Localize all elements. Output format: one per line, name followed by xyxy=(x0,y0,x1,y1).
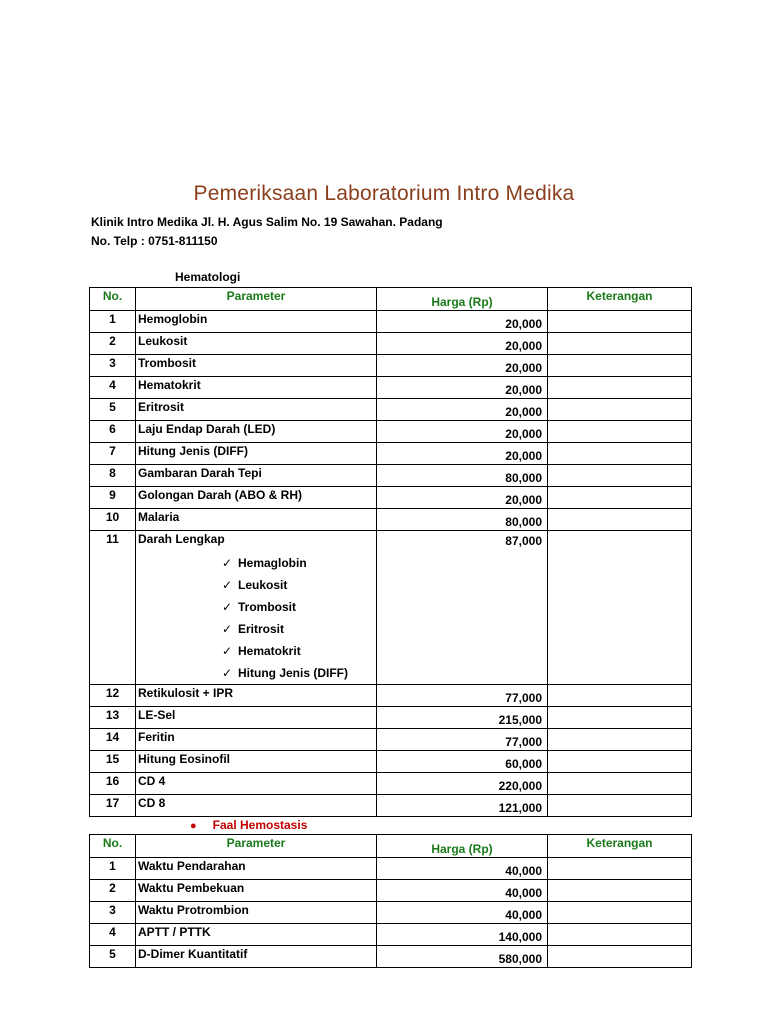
table-row xyxy=(90,795,692,817)
cell-no-text: 5 xyxy=(109,400,116,414)
column-header-keterangan: Keterangan xyxy=(548,288,692,311)
table-row xyxy=(90,858,692,880)
cell-harga-text: 20,000 xyxy=(505,449,542,463)
sub-parameter-item xyxy=(222,662,374,684)
cell-parameter xyxy=(136,773,377,795)
cell-harga xyxy=(377,858,548,880)
cell-parameter-text: Malaria xyxy=(138,510,180,524)
table-row xyxy=(90,946,692,968)
cell-keterangan xyxy=(548,924,692,946)
cell-harga-text: 20,000 xyxy=(505,493,542,507)
cell-no-text: 17 xyxy=(105,796,120,810)
cell-parameter-text: Waktu Pembekuan xyxy=(138,881,245,895)
cell-no xyxy=(90,531,136,685)
cell-keterangan xyxy=(548,333,692,355)
cell-parameter-text: Darah Lengkap xyxy=(138,532,225,546)
cell-no xyxy=(90,465,136,487)
table-row xyxy=(90,311,692,333)
cell-keterangan xyxy=(548,858,692,880)
cell-harga-text: 20,000 xyxy=(505,383,542,397)
table-row xyxy=(90,707,692,729)
cell-parameter xyxy=(136,465,377,487)
checkmark-icon: ✓ xyxy=(222,578,233,592)
cell-parameter xyxy=(136,707,377,729)
sub-parameter-label: Eritrosit xyxy=(238,622,285,636)
table-row xyxy=(90,773,692,795)
cell-no xyxy=(90,924,136,946)
checkmark-icon: ✓ xyxy=(222,666,233,680)
column-header-no: No. xyxy=(90,835,136,858)
cell-harga-text: 87,000 xyxy=(505,534,542,548)
cell-no xyxy=(90,902,136,924)
cell-harga-text: 40,000 xyxy=(505,886,542,900)
column-header-parameter: Parameter xyxy=(136,835,377,858)
cell-no xyxy=(90,795,136,817)
cell-parameter-text: Hemoglobin xyxy=(138,312,208,326)
cell-harga xyxy=(377,355,548,377)
cell-no xyxy=(90,729,136,751)
cell-harga xyxy=(377,311,548,333)
cell-keterangan xyxy=(548,880,692,902)
cell-keterangan xyxy=(548,465,692,487)
cell-harga-text: 80,000 xyxy=(505,471,542,485)
cell-parameter-text: Waktu Pendarahan xyxy=(138,859,246,873)
cell-parameter-text: Gambaran Darah Tepi xyxy=(138,466,262,480)
sub-parameter-label: Hitung Jenis (DIFF) xyxy=(238,666,348,680)
table-row xyxy=(90,751,692,773)
table-row xyxy=(90,924,692,946)
hematologi-table xyxy=(89,287,692,817)
cell-parameter xyxy=(136,531,377,685)
cell-keterangan xyxy=(548,531,692,685)
cell-no-text: 8 xyxy=(109,466,116,480)
sub-parameter-label: Hemaglobin xyxy=(238,556,307,570)
cell-harga-text: 20,000 xyxy=(505,405,542,419)
cell-harga xyxy=(377,924,548,946)
cell-parameter-text: Leukosit xyxy=(138,334,188,348)
table-row xyxy=(90,421,692,443)
cell-parameter xyxy=(136,421,377,443)
checkmark-icon: ✓ xyxy=(222,622,233,636)
cell-parameter-text: LE-Sel xyxy=(138,708,176,722)
cell-no xyxy=(90,946,136,968)
table-row xyxy=(90,355,692,377)
cell-harga xyxy=(377,333,548,355)
checkmark-icon: ✓ xyxy=(222,556,233,570)
cell-harga xyxy=(377,465,548,487)
cell-no xyxy=(90,751,136,773)
cell-keterangan xyxy=(548,355,692,377)
table-row xyxy=(90,880,692,902)
sub-parameter-label: Leukosit xyxy=(238,578,288,592)
cell-keterangan xyxy=(548,509,692,531)
cell-no xyxy=(90,773,136,795)
bullet-icon: ● xyxy=(190,820,197,832)
sub-parameter-item xyxy=(222,574,374,596)
table-row xyxy=(90,443,692,465)
cell-parameter xyxy=(136,946,377,968)
cell-no xyxy=(90,487,136,509)
cell-no-text: 13 xyxy=(105,708,120,722)
column-header-parameter: Parameter xyxy=(136,288,377,311)
cell-keterangan xyxy=(548,773,692,795)
cell-no-text: 16 xyxy=(105,774,120,788)
cell-keterangan xyxy=(548,751,692,773)
cell-parameter xyxy=(136,729,377,751)
cell-parameter xyxy=(136,795,377,817)
cell-harga xyxy=(377,946,548,968)
table-row xyxy=(90,685,692,707)
cell-parameter-text: CD 4 xyxy=(138,774,166,788)
cell-no xyxy=(90,377,136,399)
cell-keterangan xyxy=(548,311,692,333)
cell-parameter xyxy=(136,311,377,333)
cell-no xyxy=(90,685,136,707)
page-title: Pemeriksaan Laboratorium Intro Medika xyxy=(193,182,575,205)
cell-keterangan xyxy=(548,487,692,509)
cell-keterangan xyxy=(548,902,692,924)
cell-parameter xyxy=(136,685,377,707)
section-heading-label: Faal Hemostasis xyxy=(212,818,308,832)
cell-no xyxy=(90,443,136,465)
cell-no-text: 3 xyxy=(109,903,116,917)
sub-parameter-label: Hematokrit xyxy=(238,644,301,658)
cell-harga xyxy=(377,707,548,729)
cell-harga-text: 60,000 xyxy=(505,757,542,771)
column-header-harga: Harga (Rp) xyxy=(377,288,548,311)
cell-no-text: 1 xyxy=(109,312,116,326)
cell-parameter-text: Golongan Darah (ABO & RH) xyxy=(138,488,302,502)
cell-harga xyxy=(377,487,548,509)
cell-harga-text: 40,000 xyxy=(505,864,542,878)
cell-harga xyxy=(377,795,548,817)
cell-no-text: 11 xyxy=(106,532,119,546)
column-header-harga: Harga (Rp) xyxy=(377,835,548,858)
cell-harga-text: 215,000 xyxy=(498,713,542,727)
cell-no-text: 4 xyxy=(109,378,116,392)
clinic-phone: No. Telp : 0751-811150 xyxy=(91,234,218,248)
cell-no-text: 14 xyxy=(105,730,120,744)
sub-parameter-item xyxy=(222,640,374,662)
cell-parameter-text: Feritin xyxy=(138,730,175,744)
cell-parameter-text: Waktu Protrombion xyxy=(138,903,249,917)
cell-keterangan xyxy=(548,707,692,729)
checkmark-icon: ✓ xyxy=(222,644,233,658)
cell-parameter xyxy=(136,924,377,946)
faal-hemostasis-table xyxy=(89,834,692,968)
cell-keterangan xyxy=(548,946,692,968)
cell-no-text: 3 xyxy=(109,356,116,370)
column-header-keterangan: Keterangan xyxy=(548,835,692,858)
cell-parameter-text: CD 8 xyxy=(138,796,166,810)
table-row xyxy=(90,531,692,685)
table-row xyxy=(90,487,692,509)
cell-no xyxy=(90,858,136,880)
table-row xyxy=(90,902,692,924)
cell-keterangan xyxy=(548,795,692,817)
cell-no-text: 1 xyxy=(109,859,116,873)
sub-parameter-list xyxy=(222,552,374,684)
cell-parameter-text: Retikulosit + IPR xyxy=(138,686,234,700)
section-heading-hematologi: Hematologi xyxy=(175,270,241,284)
cell-parameter-text: Laju Endap Darah (LED) xyxy=(138,422,276,436)
cell-harga-text: 580,000 xyxy=(498,952,542,966)
cell-harga xyxy=(377,729,548,751)
cell-no-text: 6 xyxy=(109,422,116,436)
cell-harga-text: 140,000 xyxy=(498,930,542,944)
cell-parameter xyxy=(136,509,377,531)
cell-keterangan xyxy=(548,729,692,751)
cell-parameter-text: D-Dimer Kuantitatif xyxy=(138,947,248,961)
cell-parameter-text: Hitung Eosinofil xyxy=(138,752,230,766)
table-row xyxy=(90,333,692,355)
cell-harga xyxy=(377,509,548,531)
sub-parameter-label: Trombosit xyxy=(238,600,297,614)
cell-no-text: 12 xyxy=(105,686,120,700)
cell-parameter xyxy=(136,858,377,880)
cell-no xyxy=(90,355,136,377)
cell-no-text: 15 xyxy=(105,752,120,766)
checkmark-icon: ✓ xyxy=(222,600,233,614)
cell-no-text: 9 xyxy=(109,488,116,502)
cell-parameter xyxy=(136,333,377,355)
cell-harga-text: 121,000 xyxy=(498,801,542,815)
cell-keterangan xyxy=(548,685,692,707)
cell-no xyxy=(90,880,136,902)
table-header-row xyxy=(90,288,692,311)
cell-harga xyxy=(377,443,548,465)
column-header-no: No. xyxy=(90,288,136,311)
cell-no xyxy=(90,421,136,443)
cell-harga xyxy=(377,685,548,707)
cell-parameter xyxy=(136,880,377,902)
cell-keterangan xyxy=(548,377,692,399)
table-row xyxy=(90,399,692,421)
cell-no-text: 5 xyxy=(109,947,116,961)
sub-parameter-item xyxy=(222,618,374,640)
cell-harga-text: 20,000 xyxy=(505,317,542,331)
cell-no xyxy=(90,311,136,333)
cell-no xyxy=(90,707,136,729)
cell-harga xyxy=(377,377,548,399)
cell-harga-text: 20,000 xyxy=(505,427,542,441)
cell-harga xyxy=(377,902,548,924)
cell-no xyxy=(90,333,136,355)
table-header-row xyxy=(90,835,692,858)
cell-no xyxy=(90,509,136,531)
table-row xyxy=(90,509,692,531)
cell-harga-text: 20,000 xyxy=(505,339,542,353)
cell-harga-text: 77,000 xyxy=(505,735,542,749)
clinic-address: Klinik Intro Medika Jl. H. Agus Salim No. 19 Sawahan. Padang xyxy=(91,215,443,229)
cell-harga xyxy=(377,421,548,443)
cell-parameter xyxy=(136,902,377,924)
sub-parameter-item xyxy=(222,596,374,618)
cell-harga-text: 20,000 xyxy=(505,361,542,375)
cell-parameter-text: APTT / PTTK xyxy=(138,925,211,939)
cell-harga xyxy=(377,773,548,795)
cell-parameter xyxy=(136,443,377,465)
section-heading-faal-hemostasis xyxy=(190,818,307,832)
cell-harga xyxy=(377,399,548,421)
cell-parameter xyxy=(136,377,377,399)
cell-no-text: 7 xyxy=(109,444,116,458)
cell-parameter xyxy=(136,355,377,377)
cell-no-text: 2 xyxy=(109,881,116,895)
cell-harga-text: 40,000 xyxy=(505,908,542,922)
cell-keterangan xyxy=(548,421,692,443)
cell-keterangan xyxy=(548,443,692,465)
cell-parameter-text: Hitung Jenis (DIFF) xyxy=(138,444,248,458)
cell-harga-text: 77,000 xyxy=(505,691,542,705)
cell-no-text: 4 xyxy=(109,925,116,939)
cell-parameter-text: Hematokrit xyxy=(138,378,201,392)
cell-keterangan xyxy=(548,399,692,421)
cell-no xyxy=(90,399,136,421)
cell-harga-text: 80,000 xyxy=(505,515,542,529)
table-row xyxy=(90,377,692,399)
cell-harga xyxy=(377,880,548,902)
table-row xyxy=(90,729,692,751)
table-row xyxy=(90,465,692,487)
cell-harga xyxy=(377,751,548,773)
cell-no-text: 10 xyxy=(105,510,120,524)
cell-parameter xyxy=(136,751,377,773)
cell-harga xyxy=(377,531,548,685)
cell-harga-text: 220,000 xyxy=(498,779,542,793)
cell-parameter xyxy=(136,399,377,421)
cell-parameter-text: Eritrosit xyxy=(138,400,185,414)
cell-parameter-text: Trombosit xyxy=(138,356,197,370)
cell-parameter xyxy=(136,487,377,509)
sub-parameter-item xyxy=(222,552,374,574)
cell-no-text: 2 xyxy=(109,334,116,348)
